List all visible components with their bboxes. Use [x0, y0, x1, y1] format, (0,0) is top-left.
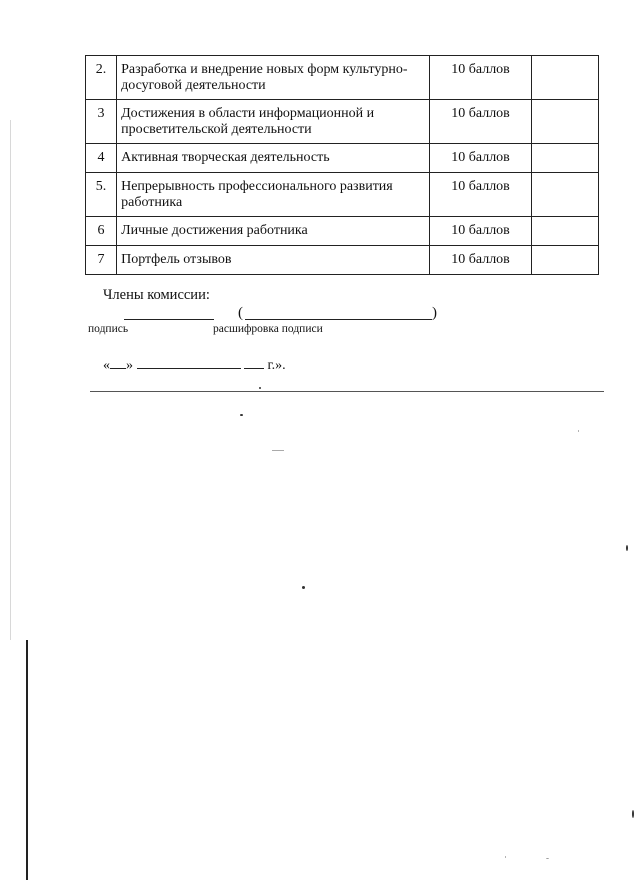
scan-speck	[626, 545, 628, 551]
row-number: 2.	[86, 56, 117, 100]
criteria-table	[85, 55, 599, 275]
scan-speck	[578, 430, 579, 432]
scan-speck	[240, 414, 243, 416]
criterion-score: 10 баллов	[430, 144, 531, 173]
scan-speck	[632, 810, 634, 818]
criterion-mark-cell	[531, 173, 598, 217]
criterion-name: Достижения в области информационной и просветительской деятельности	[117, 100, 430, 144]
row-number: 5.	[86, 173, 117, 217]
month-blank	[137, 356, 241, 369]
decoding-open-paren: (	[238, 305, 243, 321]
date-close-quote: »	[126, 358, 133, 373]
scan-speck	[546, 858, 549, 859]
table-row	[86, 217, 599, 246]
criterion-name: Разработка и внедрение новых форм культурно-досуговой деятельности	[117, 56, 430, 100]
criterion-mark-cell	[531, 144, 598, 173]
criteria-table-body	[86, 56, 599, 275]
criterion-name: Портфель отзывов	[117, 246, 430, 275]
criterion-score: 10 баллов	[430, 217, 531, 246]
bottom-divider	[90, 391, 604, 392]
commission-members-label: Члены комиссии:	[103, 287, 210, 303]
table-row	[86, 56, 599, 100]
row-number: 4	[86, 144, 117, 173]
row-number: 7	[86, 246, 117, 275]
scan-speck	[302, 586, 305, 589]
date-line	[103, 356, 286, 374]
criterion-score: 10 баллов	[430, 173, 531, 217]
criterion-name: Личные достижения работника	[117, 217, 430, 246]
day-blank	[110, 356, 126, 369]
criterion-score: 10 баллов	[430, 100, 531, 144]
criterion-mark-cell	[531, 100, 598, 144]
year-blank	[244, 356, 264, 369]
scan-speck	[259, 387, 261, 389]
scan-speck	[505, 856, 506, 858]
date-open-quote: «	[103, 358, 110, 373]
criterion-mark-cell	[531, 246, 598, 275]
scan-edge-shadow	[10, 120, 11, 640]
year-suffix: г.».	[267, 358, 286, 373]
criterion-score: 10 баллов	[430, 246, 531, 275]
scan-edge-line	[26, 640, 28, 880]
signature-line	[124, 319, 214, 320]
row-number: 6	[86, 217, 117, 246]
decoding-close-paren: )	[432, 305, 437, 321]
signature-decoding-caption: расшифровка подписи	[213, 323, 323, 335]
row-number: 3	[86, 100, 117, 144]
table-row	[86, 246, 599, 275]
signature-decoding-line	[245, 319, 432, 320]
criterion-mark-cell	[531, 217, 598, 246]
criterion-name: Непрерывность профессионального развития работника	[117, 173, 430, 217]
signature-caption: подпись	[88, 323, 129, 335]
table-row	[86, 144, 599, 173]
criterion-score: 10 баллов	[430, 56, 531, 100]
criterion-name: Активная творческая деятельность	[117, 144, 430, 173]
table-row	[86, 173, 599, 217]
criterion-mark-cell	[531, 56, 598, 100]
table-row	[86, 100, 599, 144]
scan-speck	[272, 450, 284, 451]
